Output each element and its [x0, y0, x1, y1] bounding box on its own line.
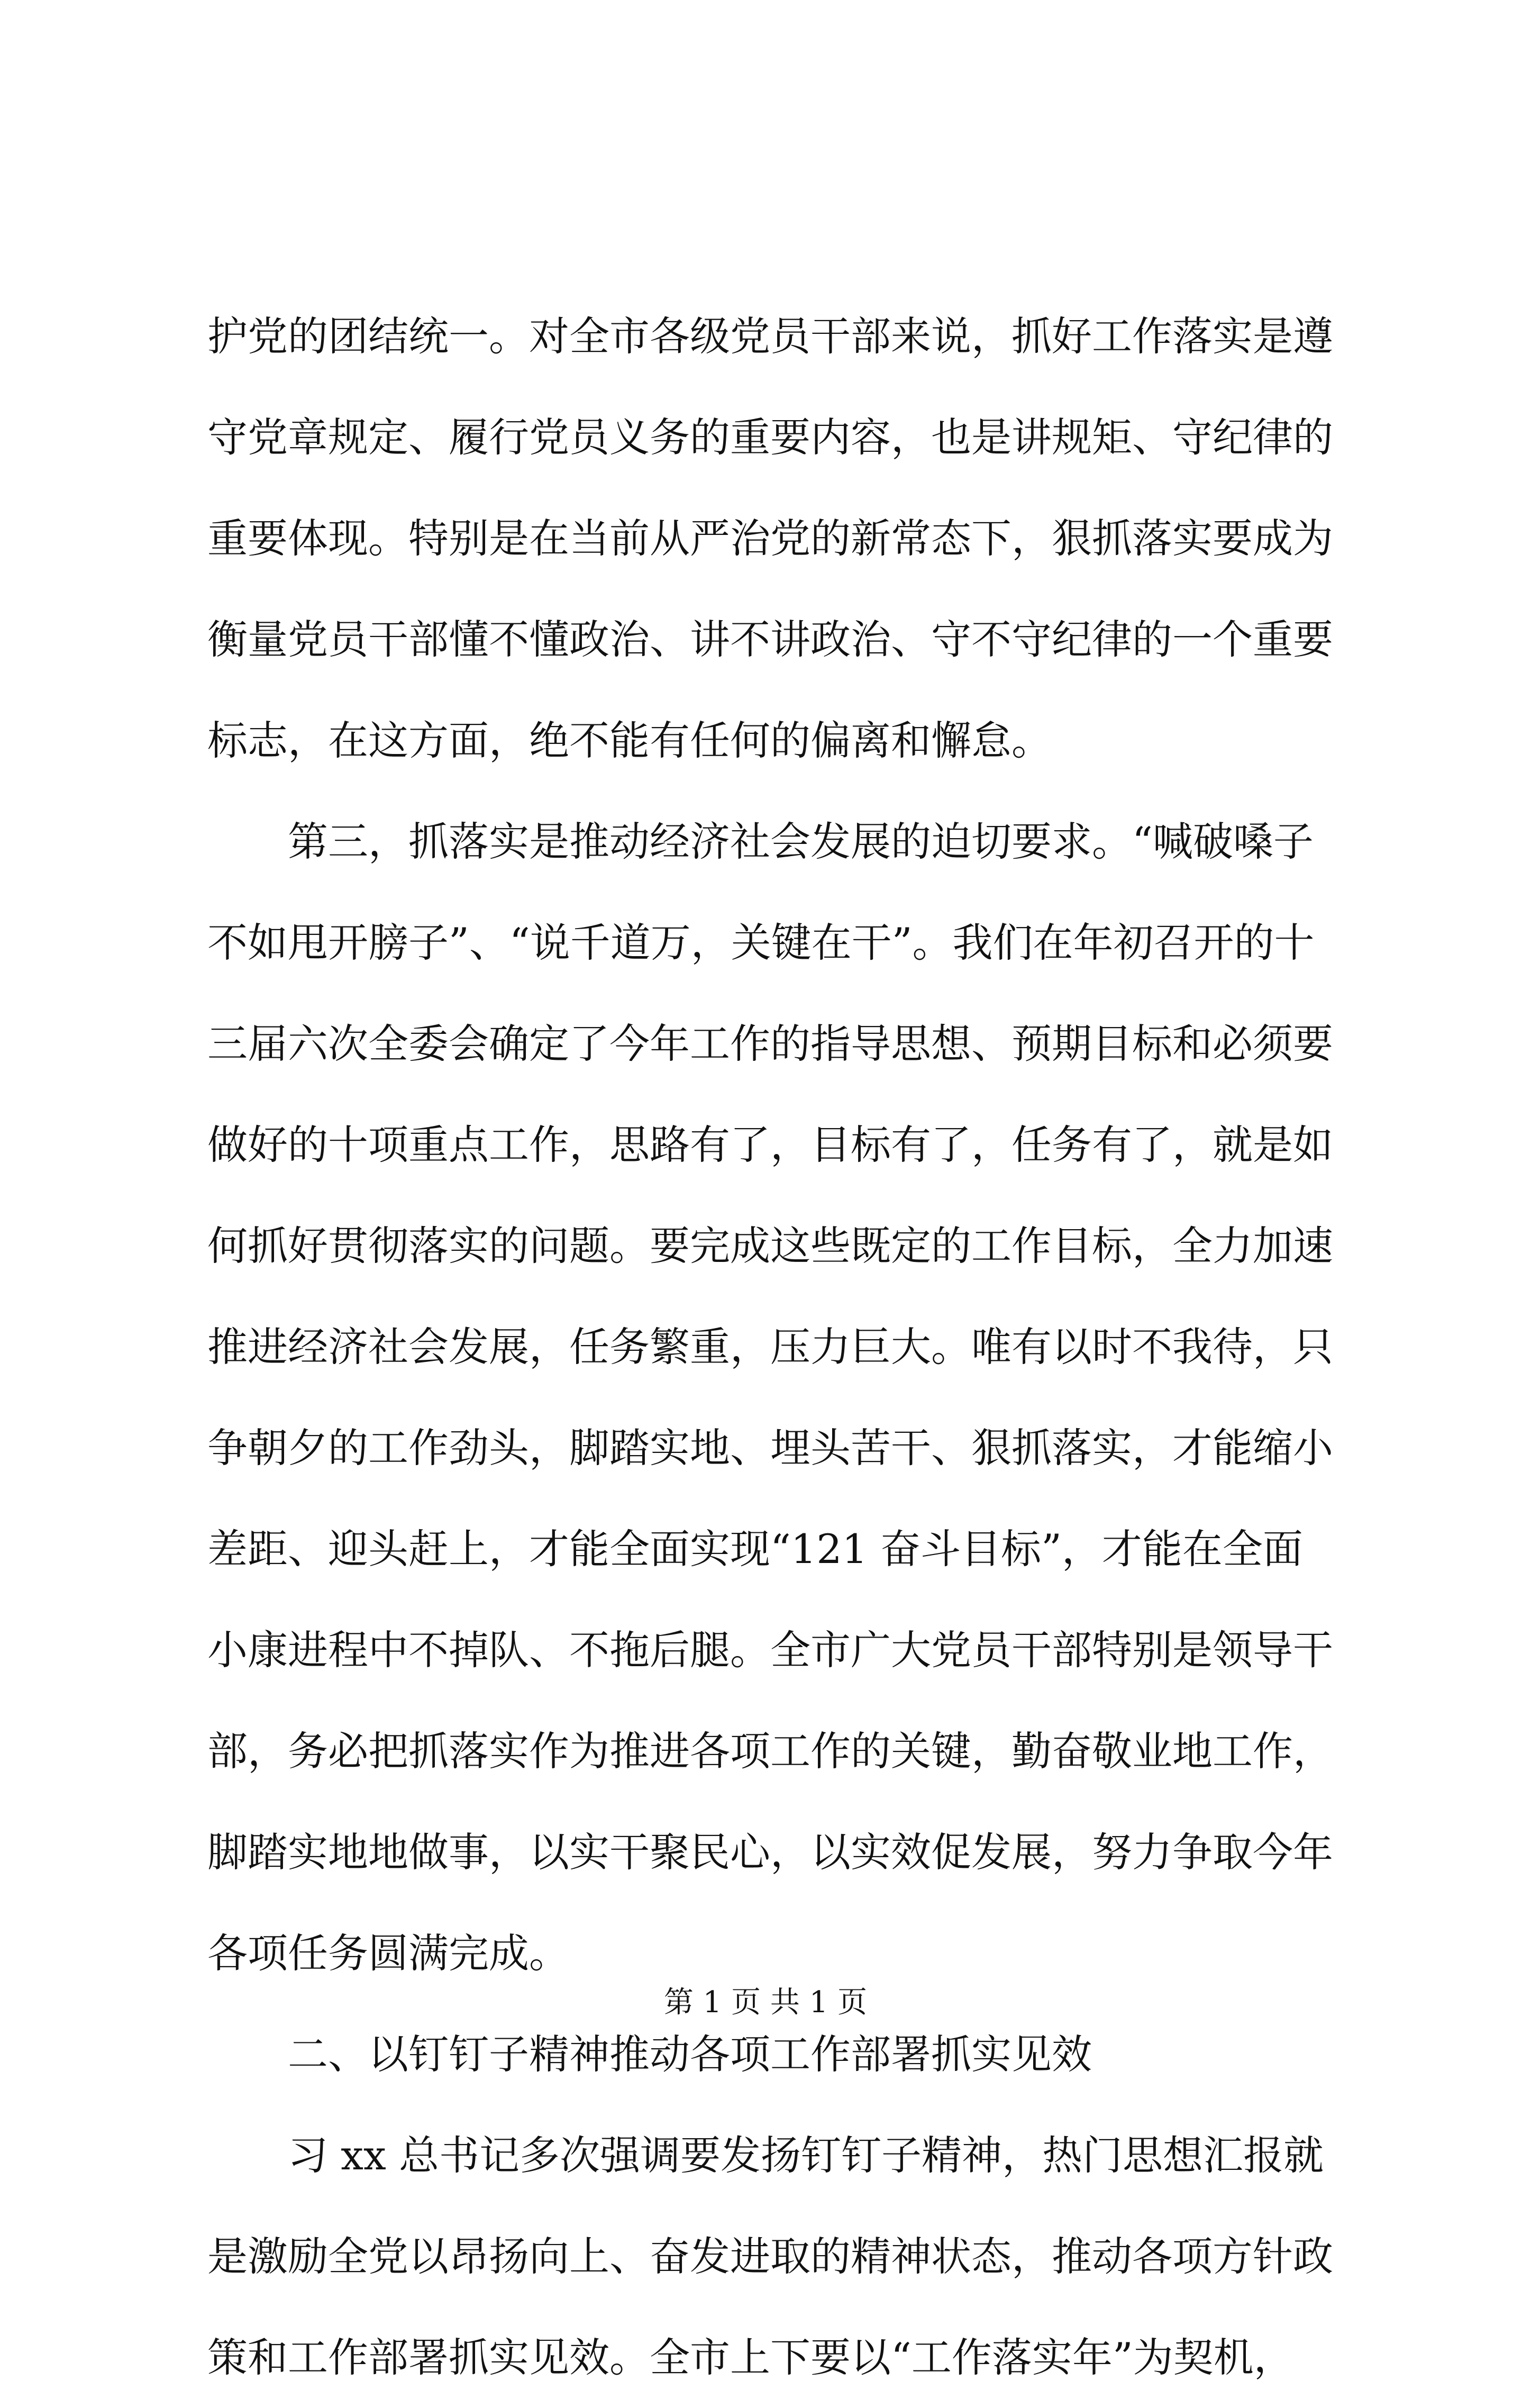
- text-line: 是激励全党以昂扬向上、奋发进取的精神状态，推动各项方针政: [207, 2233, 1333, 2280]
- text-line: 衡量党员干部懂不懂政治、讲不讲政治、守不守纪律的一个重要: [207, 616, 1333, 663]
- text-line: 重要体现。特别是在当前从严治党的新常态下，狠抓落实要成为: [207, 515, 1333, 562]
- text-line: 做好的十项重点工作，思路有了，目标有了，任务有了，就是如: [207, 1121, 1333, 1168]
- text-line: 第三，抓落实是推动经济社会发展的迫切要求。“喊破嗓子: [207, 818, 1314, 865]
- text-line: 护党的团结统一。对全市各级党员干部来说，抓好工作落实是遵: [207, 313, 1333, 360]
- text-line: 策和工作部署抓实见效。全市上下要以“工作落实年”为契机，: [207, 2334, 1294, 2381]
- text-line: 守党章规定、履行党员义务的重要内容，也是讲规矩、守纪律的: [207, 414, 1333, 461]
- text-line: 争朝夕的工作劲头，脚踏实地、埋头苦干、狠抓落实，才能缩小: [207, 1424, 1333, 1471]
- text-line: 小康进程中不掉队、不拖后腿。全市广大党员干部特别是领导干: [207, 1626, 1333, 1674]
- document-body: [207, 286, 1333, 2408]
- page-footer: 第 1 页 共 1 页: [663, 1985, 868, 2020]
- text-line: 部，务必把抓落实作为推进各项工作的关键，勤奋敬业地工作，: [207, 1728, 1333, 1775]
- text-line: 差距、迎头赶上，才能全面实现“121 奋斗目标”，才能在全面: [207, 1525, 1303, 1573]
- text-line: 标志，在这方面，绝不能有任何的偏离和懈怠。: [207, 717, 1052, 764]
- text-line: 何抓好贯彻落实的问题。要完成这些既定的工作目标，全力加速: [207, 1222, 1333, 1269]
- text-line: 三届六次全委会确定了今年工作的指导思想、预期目标和必须要: [207, 1020, 1333, 1067]
- text-line: 各项任务圆满完成。: [207, 1930, 569, 1977]
- section-heading: 二、以钉钉子精神推动各项工作部署抓实见效: [207, 2031, 1092, 2078]
- text-line: 脚踏实地地做事，以实干聚民心，以实效促发展，努力争取今年: [207, 1829, 1333, 1876]
- text-line: 推进经济社会发展，任务繁重，压力巨大。唯有以时不我待，只: [207, 1323, 1333, 1370]
- text-line: 习 xx 总书记多次强调要发扬钉钉子精神，热门思想汇报就: [207, 2132, 1324, 2179]
- text-line: 不如甩开膀子”、“说千道万，关键在干”。我们在年初召开的十: [207, 919, 1315, 966]
